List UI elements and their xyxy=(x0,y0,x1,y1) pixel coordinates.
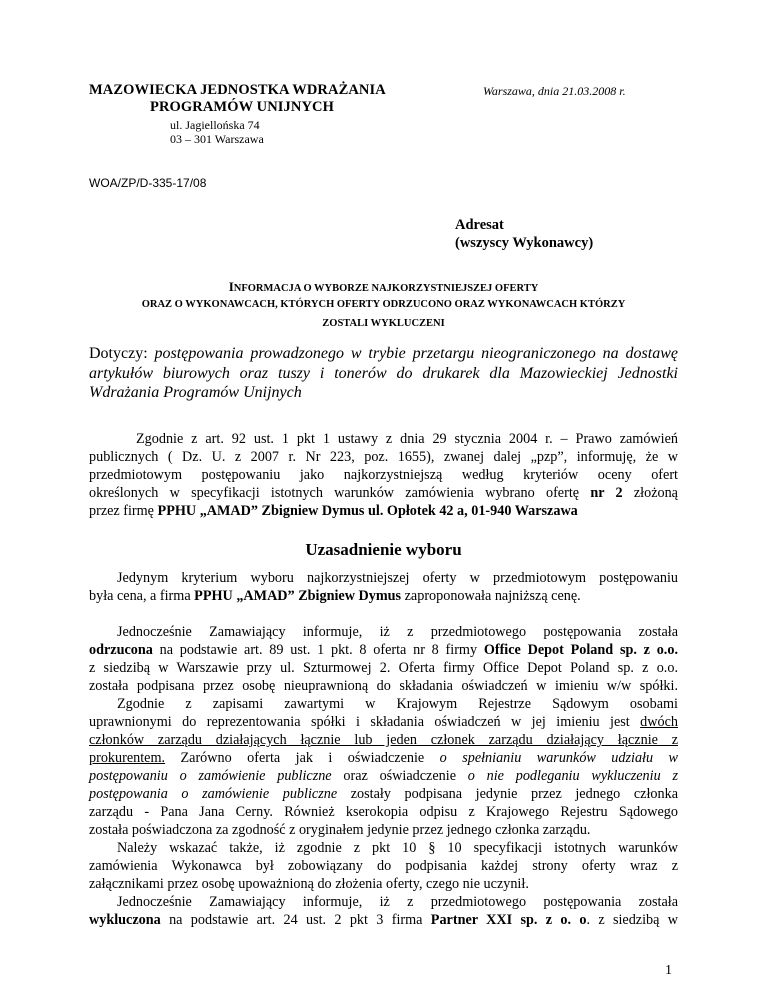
selection-paragraph xyxy=(89,430,678,520)
document-date: Warszawa, dnia 21.03.2008 r. xyxy=(483,84,626,98)
section-title: Uzasadnienie wyboru xyxy=(305,540,462,559)
paragraph-line: Należy wskazać także, iż zgodnie z pkt 10 § 10 specyfikacji istotnych warunków xyxy=(117,840,678,856)
reference-number: WOA/ZP/D-335-17/08 xyxy=(89,176,207,190)
institution-name-line2: PROGRAMÓW UNIJNYCH xyxy=(150,99,334,115)
heading-initial: I xyxy=(228,279,234,294)
paragraph-line: członków zarządu działających łącznie lub jeden członek zarządu działający łącznie z xyxy=(89,732,678,748)
paragraph-line: została poświadczona za zgodność z oryginałem jedynie przez jednego członka zarządu. xyxy=(89,822,591,838)
document-heading-line1 xyxy=(89,279,678,295)
rejected-company: Office Depot Poland sp. z o.o. xyxy=(483,642,678,658)
paragraph-line: zarządu - Pana Jana Cerny. Również kserokopia odpisu z Krajowego Rejestru Sądowego xyxy=(89,804,678,820)
paragraph-line: postępowaniu o zamówienie publiczne oraz oświadczenie o nie podleganiu wykluczeniu z xyxy=(89,768,678,784)
subject-line xyxy=(89,344,678,364)
paragraph-line: przez firmę PPHU „AMAD” Zbigniew Dymus ul. Opłotek 42 a, 01-940 Warszawa xyxy=(89,503,578,519)
paragraph-line: Jedynym kryterium wyboru najkorzystniejszej oferty w przedmiotowym postępowaniu xyxy=(117,570,678,586)
paragraph-line: Zgodnie z zapisami zawartymi w Krajowym Rejestrze Sądowym osobami xyxy=(117,696,678,712)
paragraph-line: prokurentem. Zarówno oferta jak i oświadczenie o spełnianiu warunków udziału w xyxy=(89,750,678,766)
excluded-company: Partner XXI sp. z o. o xyxy=(430,912,587,928)
offer-number: nr 2 xyxy=(590,485,623,501)
paragraph-line: była cena, a firma PPHU „AMAD” Zbigniew Dymus zaproponowała najniższą cenę. xyxy=(89,588,581,604)
paragraph-line: Jednocześnie Zamawiający informuje, iż z przedmiotowego postępowania została xyxy=(117,624,678,640)
heading-line1-text: NFORMACJA O WYBORZE NAJKORZYSTNIEJSZEJ OFERTY xyxy=(233,283,539,294)
paragraph-line: załącznikami przez osobę upoważnioną do złożenia oferty, czego nie uczynił. xyxy=(89,876,529,892)
paragraph-line: zamówienia Wykonawca był zobowiązany do podpisania każdej strony oferty wraz z xyxy=(89,858,678,874)
address-city: 03 – 301 Warszawa xyxy=(170,132,264,146)
paragraph-line: uprawnionymi do reprezentowania spółki i składania oświadczeń w jej imieniu jest dwóch xyxy=(89,714,678,730)
excluded-label: wykluczona xyxy=(89,912,161,928)
paragraph-line: odrzucona na podstawie art. 89 ust. 1 pkt. 8 oferta nr 8 firmy Office Depot Poland sp. z o.o. xyxy=(89,642,678,658)
subject-label: Dotyczy: xyxy=(89,345,155,362)
paragraph-line: została podpisana przez osobę nieuprawnioną do składania oświadczeń w imieniu w/w spółki. xyxy=(89,678,678,694)
subject-line: artykułów biurowych oraz tuszy i tonerów do drukarek dla Mazowieckiej Jednostki xyxy=(89,364,678,382)
winning-company: PPHU „AMAD” Zbigniew Dymus ul. Opłotek 42 a, 01-940 Warszawa xyxy=(157,503,578,519)
winning-company-name: PPHU „AMAD” Zbigniew Dymus xyxy=(194,588,402,604)
paragraph-line: Zgodnie z art. 92 ust. 1 pkt 1 ustawy z dnia 29 stycznia 2004 r. – Prawo zamówień xyxy=(136,431,678,447)
subject-paragraph xyxy=(89,344,678,403)
rejection-paragraph xyxy=(89,623,678,929)
paragraph-line: z siedzibą w Warszawie przy ul. Szturmowej 2. Oferta firmy Office Depot Poland sp. z o.o. xyxy=(89,660,678,676)
subject-text: postępowania prowadzonego w trybie przetargu nieograniczonego na dostawę xyxy=(154,345,678,362)
paragraph-line: wykluczona na podstawie art. 24 ust. 2 pkt 3 firma Partner XXI sp. z o. o. z siedzibą w xyxy=(89,912,678,928)
paragraph-line: określonych w specyfikacji istotnych warunków zamówienia wybrano ofertę nr 2 złożoną xyxy=(89,485,678,501)
justification-paragraph xyxy=(89,569,678,605)
rejected-label: odrzucona xyxy=(89,642,153,658)
document-heading-line2: ORAZ O WYKONAWCACH, KTÓRYCH OFERTY ODRZUCONO ORAZ WYKONAWCACH KTÓRZY xyxy=(141,299,626,310)
paragraph-line: przedmiotowym postępowaniu jako najkorzystniejszą według kryteriów oceny ofert xyxy=(89,467,678,483)
document-heading-line3: ZOSTALI WYKLUCZENI xyxy=(322,318,445,329)
addressee-recipients: (wszyscy Wykonawcy) xyxy=(455,235,594,251)
subject-line: Wdrażania Programów Unijnych xyxy=(89,384,302,401)
addressee-label: Adresat xyxy=(455,217,504,233)
paragraph-line: publicznych ( Dz. U. z 2007 r. Nr 223, poz. 1655), zwanej dalej „pzp”, informuję, że w xyxy=(89,449,678,465)
paragraph-line: postępowania o zamówienie publiczne zostały podpisana jedynie przez jednego członka xyxy=(89,786,678,802)
institution-name-line1: MAZOWIECKA JEDNOSTKA WDRAŻANIA xyxy=(89,82,386,98)
address-street: ul. Jagiellońska 74 xyxy=(170,118,260,132)
page-number: 1 xyxy=(665,963,672,978)
paragraph-line: Jednocześnie Zamawiający informuje, iż z przedmiotowego postępowania została xyxy=(117,894,678,910)
